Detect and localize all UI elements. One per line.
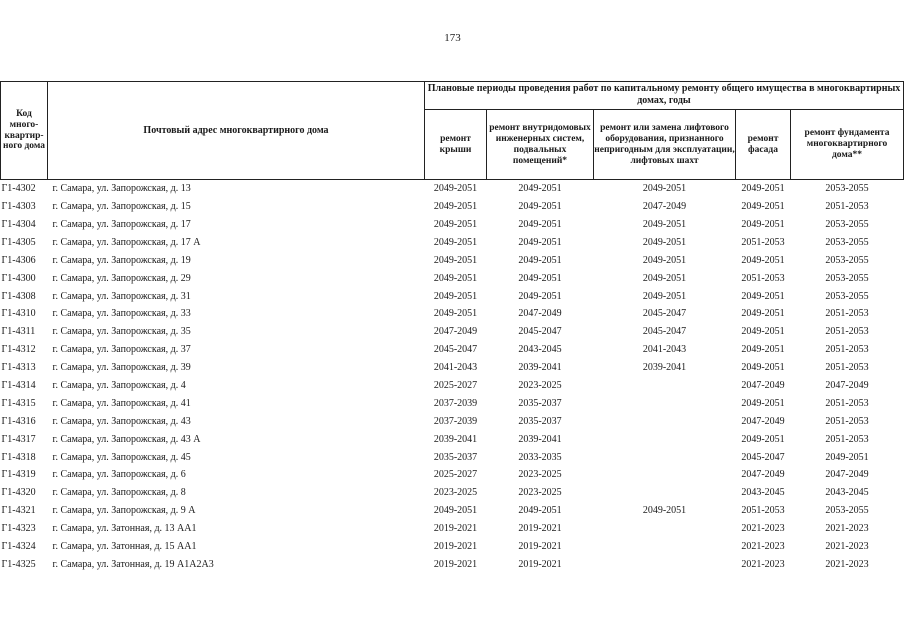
header-roof-repair: ремонт крыши [425, 110, 487, 180]
cell-roof: 2049-2051 [433, 290, 478, 302]
cell-systems: 2035-2037 [518, 415, 562, 427]
cell-systems: 2049-2051 [518, 201, 562, 213]
header-address: Почтовый адрес многоквартирного дома [48, 82, 425, 180]
cell-code: Г1-4325 [1, 558, 36, 570]
cell-roof: 2039-2041 [433, 433, 478, 445]
cell-address: г. Самара, ул. Запорожская, д. 33 [52, 308, 191, 320]
cell-address: г. Самара, ул. Запорожская, д. 9 А [52, 505, 196, 517]
table-row [1, 466, 904, 484]
cell-systems: 2023-2025 [518, 487, 562, 499]
cell-elevator [594, 377, 736, 395]
cell-code: Г1-4317 [1, 433, 36, 445]
cell-facade: 2051-2053 [741, 505, 785, 517]
table-row [1, 180, 904, 198]
cell-roof: 2025-2027 [433, 469, 478, 481]
cell-code: Г1-4314 [1, 379, 36, 391]
cell-code: Г1-4316 [1, 415, 36, 427]
cell-code: Г1-4323 [1, 523, 36, 535]
cell-foundation: 2047-2049 [825, 469, 869, 481]
cell-elevator: 2049-2051 [642, 290, 687, 302]
cell-foundation: 2051-2053 [825, 308, 869, 320]
cell-code: Г1-4324 [1, 541, 36, 552]
cell-foundation: 2047-2049 [825, 379, 869, 391]
cell-roof: 2037-2039 [433, 397, 478, 409]
cell-foundation: 2051-2053 [825, 362, 869, 374]
table-row [1, 234, 904, 252]
cell-systems: 2049-2051 [518, 254, 562, 266]
cell-foundation: 2053-2055 [825, 272, 869, 284]
cell-roof: 2049-2051 [433, 201, 478, 213]
header-foundation-repair: ремонт фундамента многоквартирного дома** [791, 110, 904, 180]
cell-roof: 2049-2051 [433, 218, 478, 230]
cell-address: г. Самара, ул. Запорожская, д. 41 [52, 397, 191, 409]
table-row [1, 216, 904, 234]
table-row [1, 520, 904, 538]
cell-elevator: 2047-2049 [642, 201, 687, 213]
cell-code: Г1-4305 [1, 236, 36, 248]
cell-elevator: 2049-2051 [642, 183, 687, 195]
cell-roof: 2019-2021 [433, 523, 478, 535]
cell-roof: 2049-2051 [433, 183, 478, 195]
cell-code: Г1-4321 [1, 505, 36, 517]
cell-systems: 2023-2025 [518, 379, 562, 391]
page-number: 173 [444, 32, 461, 44]
cell-elevator [594, 448, 736, 466]
cell-address: г. Самара, ул. Запорожская, д. 13 [52, 183, 191, 195]
cell-address: г. Самара, ул. Запорожская, д. 19 [52, 254, 191, 266]
cell-systems: 2039-2041 [518, 362, 562, 374]
cell-systems: 2049-2051 [518, 218, 562, 230]
header-code: Код много-квартир-ного дома [1, 82, 48, 180]
cell-elevator [594, 556, 736, 574]
table-row [1, 287, 904, 305]
table-row [1, 502, 904, 520]
cell-elevator [594, 413, 736, 431]
cell-foundation: 2021-2023 [825, 541, 869, 552]
cell-roof: 2041-2043 [433, 362, 478, 374]
cell-foundation: 2051-2053 [825, 344, 869, 356]
cell-foundation: 2053-2055 [825, 254, 869, 266]
cell-foundation: 2053-2055 [825, 290, 869, 302]
cell-facade: 2049-2051 [741, 344, 785, 356]
cell-code: Г1-4318 [1, 451, 36, 463]
cell-code: Г1-4312 [1, 344, 36, 356]
cell-systems: 2047-2049 [518, 308, 562, 320]
cell-systems: 2049-2051 [518, 290, 562, 302]
cell-foundation: 2021-2023 [825, 523, 869, 535]
cell-systems: 2023-2025 [518, 469, 562, 481]
cell-systems: 2043-2045 [518, 344, 562, 356]
cell-code: Г1-4306 [1, 254, 36, 266]
cell-systems: 2035-2037 [518, 397, 562, 409]
table-row [1, 323, 904, 341]
table-row [1, 556, 904, 574]
cell-systems: 2033-2035 [518, 451, 562, 463]
cell-foundation: 2053-2055 [825, 218, 869, 230]
cell-elevator: 2049-2051 [642, 254, 687, 266]
cell-code: Г1-4302 [1, 183, 36, 195]
cell-facade: 2047-2049 [741, 415, 785, 427]
cell-systems: 2045-2047 [518, 326, 562, 338]
cell-roof: 2047-2049 [433, 326, 478, 338]
cell-foundation: 2049-2051 [825, 451, 869, 463]
table-row [1, 395, 904, 413]
cell-address: г. Самара, ул. Затонная, д. 19 А1А2А3 [52, 558, 214, 570]
header-internal-systems-repair: ремонт внутридомовых инженерных систем, подвальных помещений* [487, 110, 594, 180]
table-row [1, 269, 904, 287]
cell-roof: 2049-2051 [433, 505, 478, 517]
cell-elevator [594, 484, 736, 502]
cell-systems: 2019-2021 [518, 541, 562, 552]
cell-code: Г1-4304 [1, 218, 36, 230]
cell-facade: 2049-2051 [741, 308, 785, 320]
table-row [1, 305, 904, 323]
cell-address: г. Самара, ул. Запорожская, д. 45 [52, 451, 191, 463]
cell-facade: 2051-2053 [741, 272, 785, 284]
cell-facade: 2021-2023 [741, 523, 785, 535]
cell-facade: 2021-2023 [741, 558, 785, 570]
cell-foundation: 2051-2053 [825, 326, 869, 338]
table-row [1, 341, 904, 359]
cell-elevator [594, 466, 736, 484]
cell-foundation: 2051-2053 [825, 201, 869, 213]
cell-elevator: 2049-2051 [642, 272, 687, 284]
table-row [1, 377, 904, 395]
cell-roof: 2023-2025 [433, 487, 478, 499]
cell-facade: 2043-2045 [741, 487, 785, 499]
cell-roof: 2049-2051 [433, 308, 478, 320]
cell-facade: 2049-2051 [741, 254, 785, 266]
cell-elevator [594, 520, 736, 538]
cell-facade: 2049-2051 [741, 218, 785, 230]
cell-systems: 2019-2021 [518, 558, 562, 570]
cell-code: Г1-4310 [1, 308, 36, 320]
cell-elevator: 2049-2051 [642, 218, 687, 230]
cell-systems: 2019-2021 [518, 523, 562, 535]
cell-facade: 2049-2051 [741, 183, 785, 195]
cell-address: г. Самара, ул. Запорожская, д. 39 [52, 362, 191, 374]
cell-facade: 2049-2051 [741, 433, 785, 445]
cell-facade: 2049-2051 [741, 362, 785, 374]
cell-address: г. Самара, ул. Запорожская, д. 43 А [52, 433, 201, 445]
cell-facade: 2047-2049 [741, 469, 785, 481]
cell-roof: 2049-2051 [433, 254, 478, 266]
cell-code: Г1-4300 [1, 272, 36, 284]
cell-elevator: 2049-2051 [642, 505, 687, 517]
cell-foundation: 2053-2055 [825, 183, 869, 195]
cell-code: Г1-4319 [1, 469, 36, 481]
cell-facade: 2045-2047 [741, 451, 785, 463]
cell-systems: 2049-2051 [518, 505, 562, 517]
cell-foundation: 2051-2053 [825, 397, 869, 409]
cell-code: Г1-4315 [1, 397, 36, 409]
cell-address: г. Самара, ул. Запорожская, д. 17 [52, 218, 191, 230]
cell-elevator: 2045-2047 [642, 308, 687, 320]
cell-address: г. Самара, ул. Запорожская, д. 35 [52, 326, 191, 338]
cell-address: г. Самара, ул. Запорожская, д. 29 [52, 272, 191, 284]
cell-elevator [594, 538, 736, 556]
cell-foundation: 2053-2055 [825, 236, 869, 248]
cell-code: Г1-4303 [1, 201, 36, 213]
cell-address: г. Самара, ул. Затонная, д. 13 АА1 [52, 523, 197, 535]
header-facade-repair: ремонт фасада [736, 110, 791, 180]
cell-code: Г1-4308 [1, 290, 36, 302]
table-row [1, 430, 904, 448]
table-row [1, 198, 904, 216]
cell-code: Г1-4313 [1, 362, 36, 374]
table-row [1, 448, 904, 466]
cell-facade: 2049-2051 [741, 326, 785, 338]
cell-foundation: 2051-2053 [825, 415, 869, 427]
cell-roof: 2049-2051 [433, 236, 478, 248]
header-elevator-repair: ремонт или замена лифтового оборудования, признанного непригодным для эксплуатации, лифтовых шахт [594, 110, 736, 180]
cell-roof: 2049-2051 [433, 272, 478, 284]
table-header [1, 82, 904, 180]
cell-address: г. Самара, ул. Запорожская, д. 4 [52, 379, 186, 391]
cell-elevator: 2045-2047 [642, 326, 687, 338]
cell-facade: 2049-2051 [741, 397, 785, 409]
cell-systems: 2039-2041 [518, 433, 562, 445]
cell-roof: 2045-2047 [433, 344, 478, 356]
cell-address: г. Самара, ул. Запорожская, д. 37 [52, 344, 191, 356]
cell-foundation: 2021-2023 [825, 558, 869, 570]
cell-address: г. Самара, ул. Запорожская, д. 15 [52, 201, 191, 213]
cell-roof: 2019-2021 [433, 541, 478, 552]
cell-elevator: 2049-2051 [642, 236, 687, 248]
cell-elevator [594, 430, 736, 448]
cell-facade: 2021-2023 [741, 541, 785, 552]
cell-elevator: 2039-2041 [642, 362, 687, 374]
cell-roof: 2025-2027 [433, 379, 478, 391]
cell-address: г. Самара, ул. Запорожская, д. 6 [52, 469, 186, 481]
cell-roof: 2037-2039 [433, 415, 478, 427]
cell-facade: 2049-2051 [741, 201, 785, 213]
cell-address: г. Самара, ул. Запорожская, д. 8 [52, 487, 186, 499]
cell-address: г. Самара, ул. Запорожская, д. 43 [52, 415, 191, 427]
table-row [1, 252, 904, 270]
header-planned-periods: Плановые периоды проведения работ по капитальному ремонту общего имущества в многоквартирных домах, годы [425, 82, 904, 110]
table-body [1, 180, 904, 574]
capital-repair-schedule-table [0, 81, 904, 574]
cell-facade: 2047-2049 [741, 379, 785, 391]
cell-facade: 2049-2051 [741, 290, 785, 302]
cell-address: г. Самара, ул. Затонная, д. 15 АА1 [52, 541, 197, 552]
cell-systems: 2049-2051 [518, 236, 562, 248]
cell-facade: 2051-2053 [741, 236, 785, 248]
cell-elevator [594, 395, 736, 413]
cell-address: г. Самара, ул. Запорожская, д. 31 [52, 290, 191, 302]
table-row [1, 538, 904, 556]
cell-code: Г1-4311 [1, 326, 36, 338]
cell-systems: 2049-2051 [518, 183, 562, 195]
cell-code: Г1-4320 [1, 487, 36, 499]
cell-foundation: 2043-2045 [825, 487, 869, 499]
cell-roof: 2019-2021 [433, 558, 478, 570]
table-row [1, 359, 904, 377]
table-row [1, 413, 904, 431]
cell-foundation: 2053-2055 [825, 505, 869, 517]
cell-elevator: 2041-2043 [642, 344, 687, 356]
cell-address: г. Самара, ул. Запорожская, д. 17 А [52, 236, 201, 248]
cell-roof: 2035-2037 [433, 451, 478, 463]
cell-foundation: 2051-2053 [825, 433, 869, 445]
cell-systems: 2049-2051 [518, 272, 562, 284]
table-row [1, 484, 904, 502]
